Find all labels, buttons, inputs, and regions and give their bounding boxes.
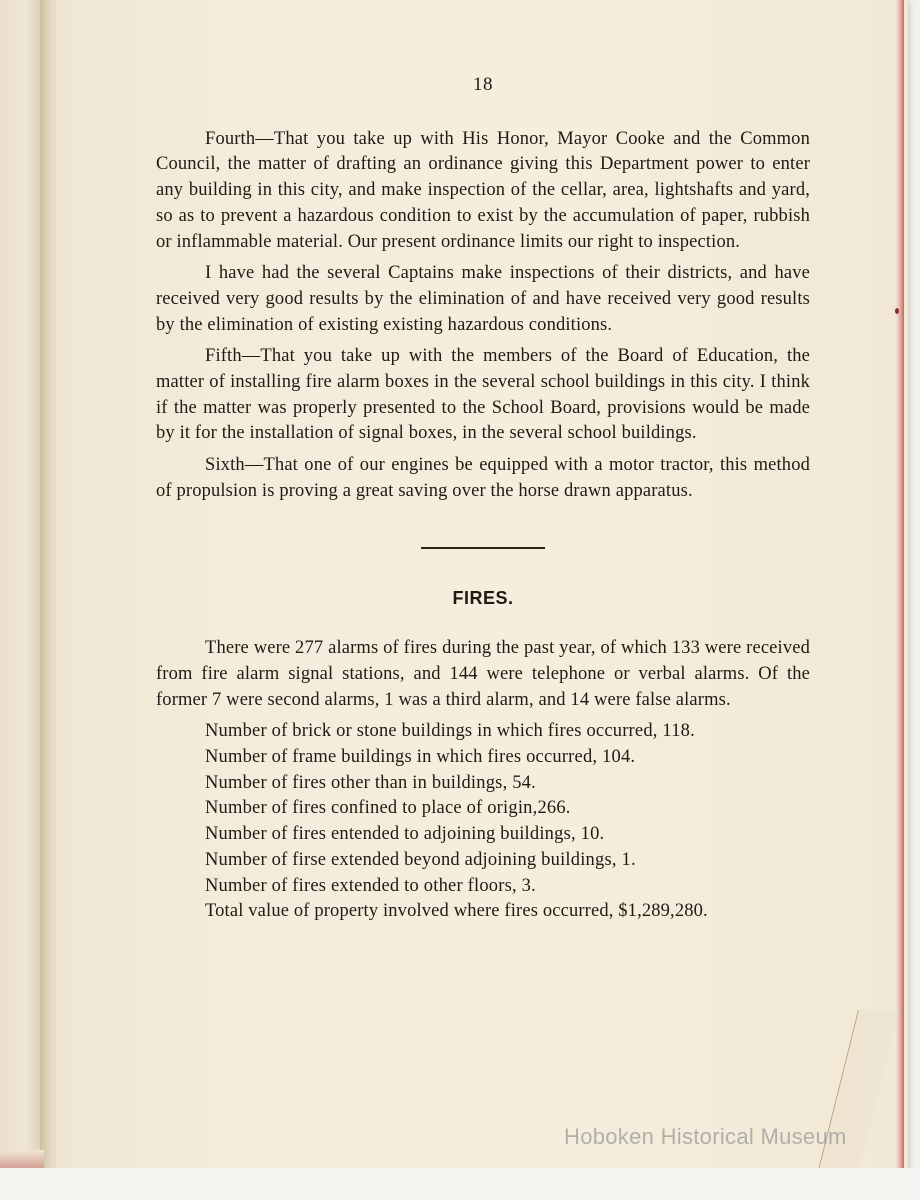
fire-statistics [156,719,810,899]
left-page-edge [0,0,45,1170]
statistic-item: Number of fires entended to adjoining buildings, 10. [205,824,605,845]
scan-background [0,1168,920,1200]
right-cover-edge [896,0,904,1168]
statistic-item: Number of fires other than in buildings, 54. [205,772,536,793]
paragraph-captains: I have had the several Captains make inspections of their districts, and have received very good results by the elimination of and have received very good results by the elimination of existing existing hazardous conditions. [156,263,810,335]
section-heading: FIRES. [452,587,514,608]
statistic-item: Number of frame buildings in which fires occurred, 104. [205,747,636,768]
paragraph-fifth: Fifth—That you take up with the members of the Board of Education, the matter of installing fire alarm boxes in the several school buildings in this city. I think if the matter was properly presented to the School Board, provisions would be made by it for the installation of signal boxes, in the several school buildings. [156,346,810,444]
fires-intro: There were 277 alarms of fires during the past year, of which 133 were received from fire alarm signal stations, and 144 were telephone or verbal alarms. Of the former 7 were second alarms, 1 was a third alarm, and 14 were false alarms. [156,638,810,710]
statistic-item: Number of firse extended beyond adjoining buildings, 1. [205,849,636,870]
total-property-value: Total value of property involved where fires occurred, $1,289,280. [205,901,708,922]
museum-watermark: Hoboken Historical Museum [564,1124,847,1149]
ink-spot [895,308,899,314]
left-cover-edge [0,1150,44,1170]
page-number: 18 [473,74,493,95]
section-divider [421,547,545,549]
paragraph-sixth: Sixth—That one of our engines be equipped with a motor tractor, this method of propulsion is proving a great saving over the horse drawn apparatus. [156,455,810,501]
paragraph-fourth: Fourth—That you take up with His Honor, Mayor Cooke and the Common Council, the matter of drafting an ordinance giving this Department power to enter any building in this city, and make inspection of the cellar, area, lightshafts and yard, so as to prevent a hazardous condition to exist by the accumulation of paper, rubbish or inflammable material. Our present ordinance limits our right to inspection. [156,128,810,252]
statistic-item: Number of fires extended to other floors, 3. [205,875,536,896]
statistic-item: Number of fires confined to place of origin,266. [205,798,571,819]
statistic-item: Number of brick or stone buildings in which fires occurred, 118. [205,721,695,742]
page-content [156,72,810,931]
